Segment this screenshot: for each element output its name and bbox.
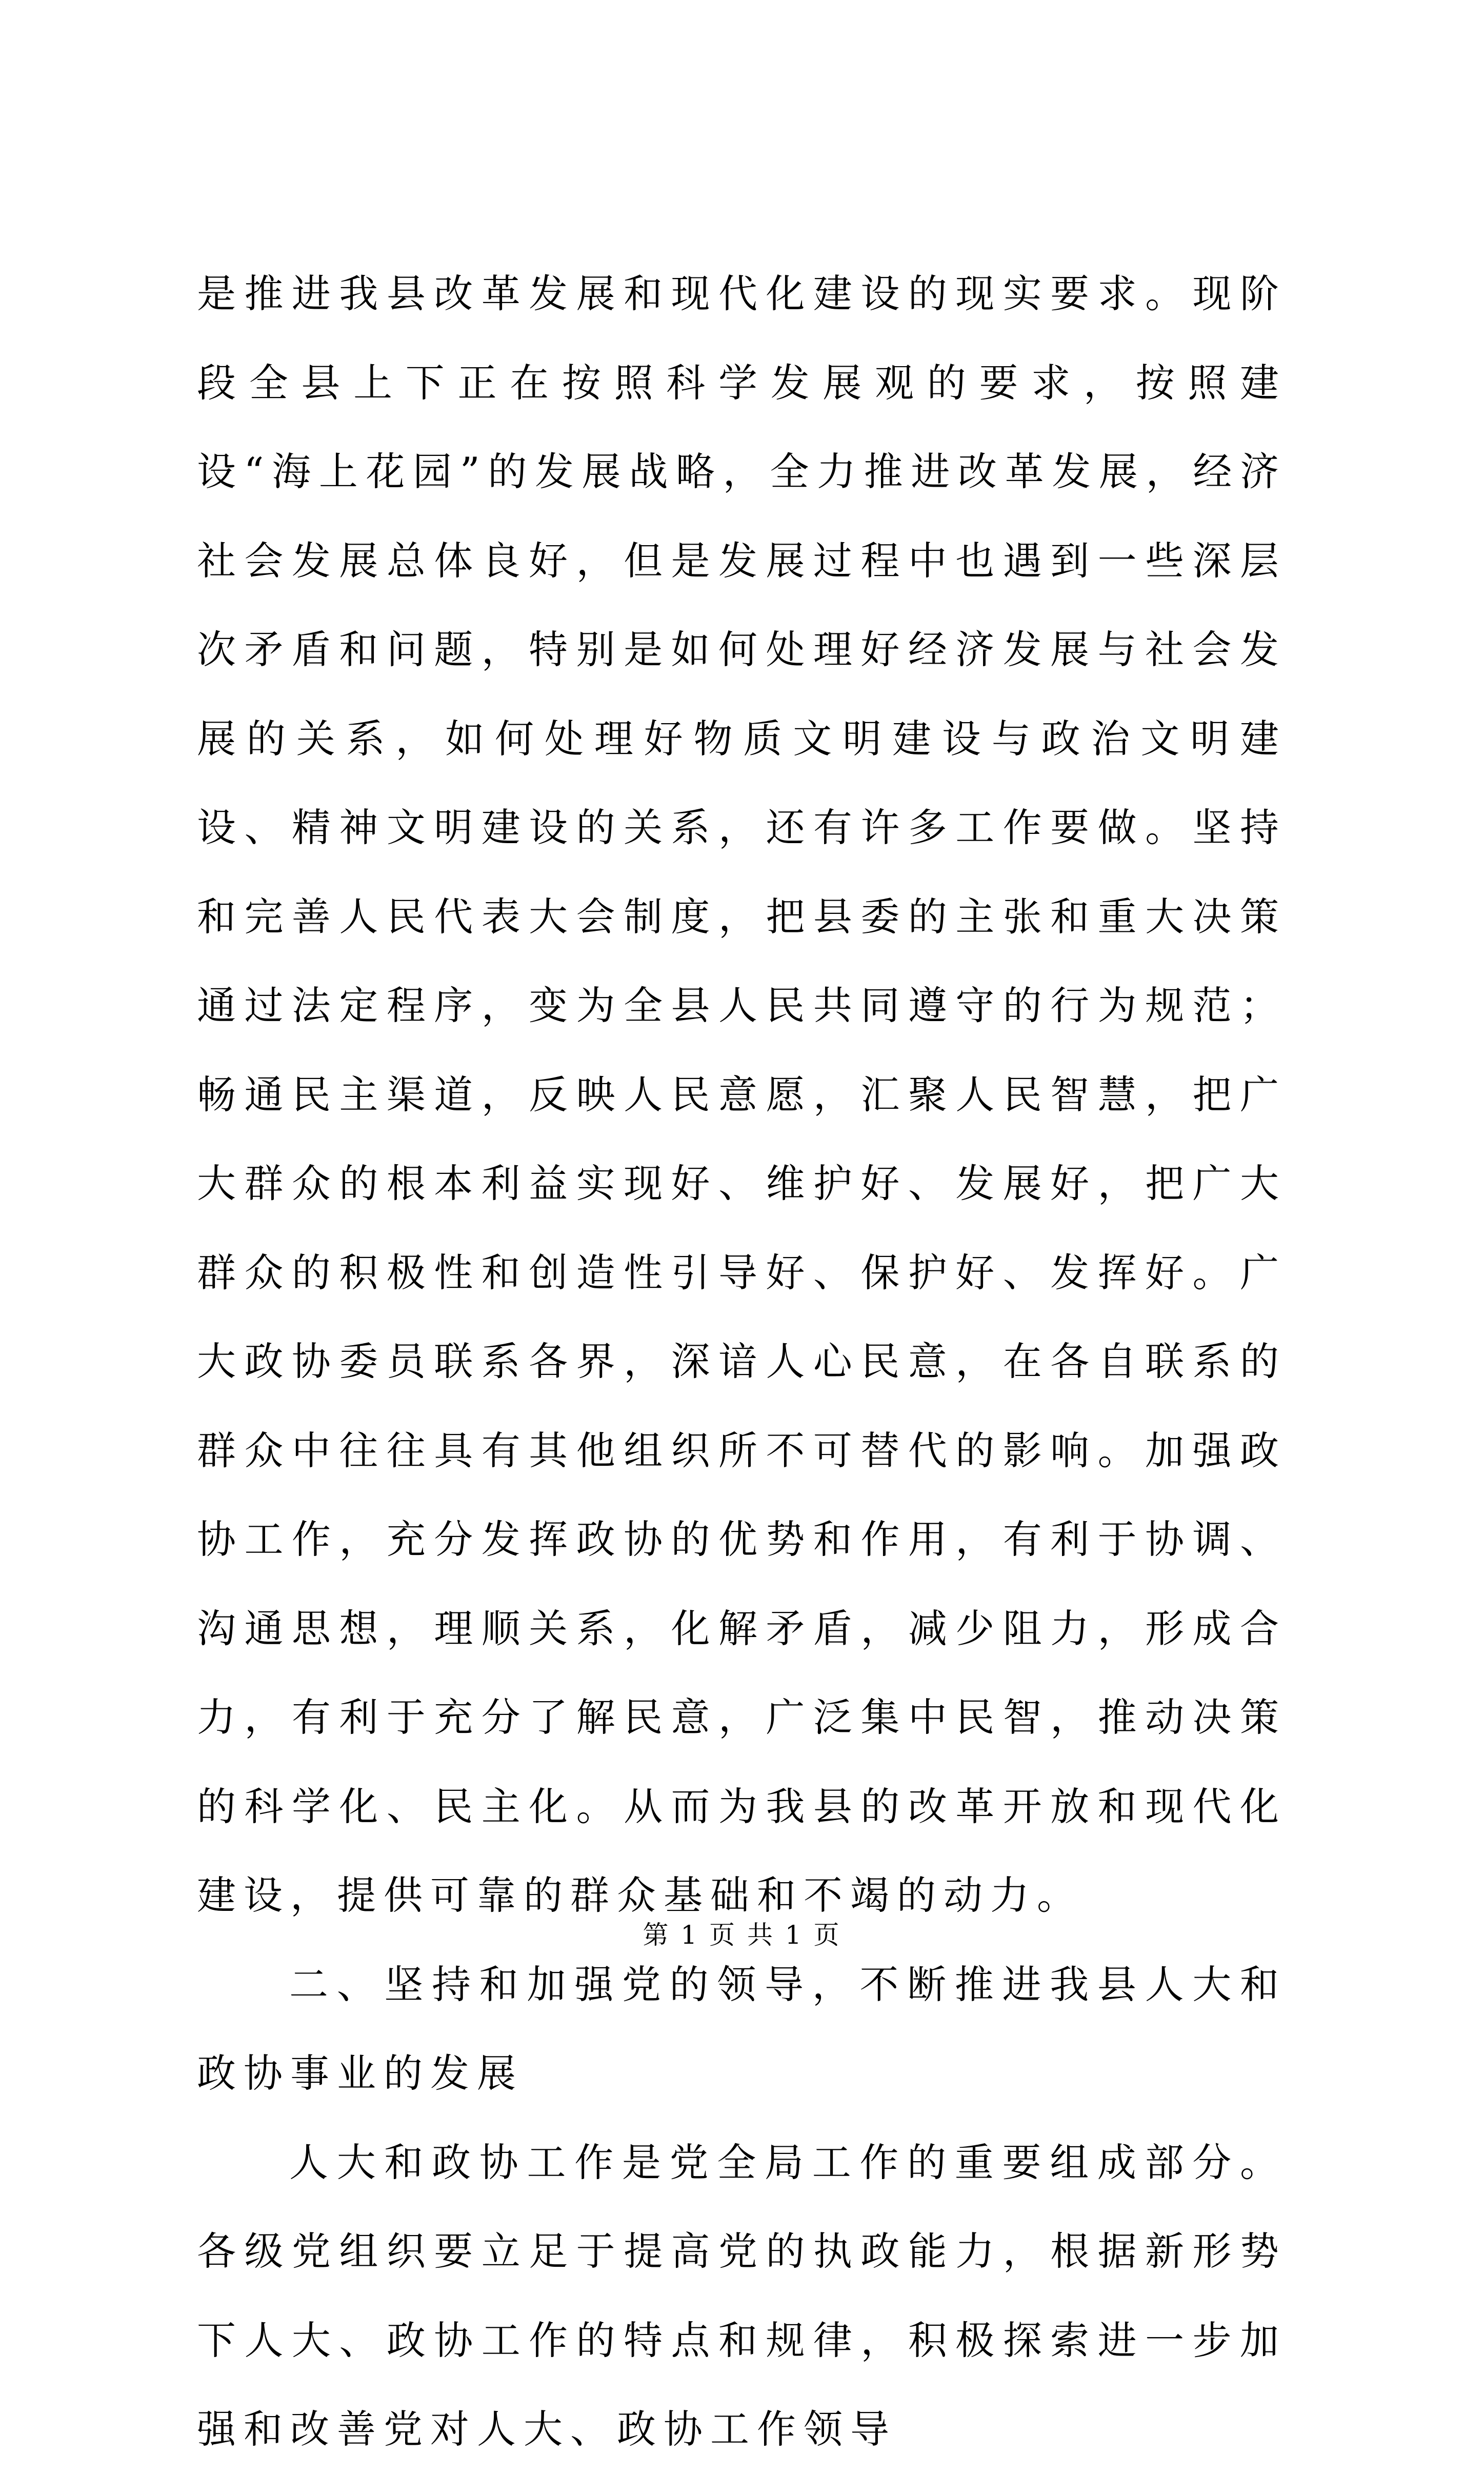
section-heading-2: 二、坚持和加强党的领导，不断推进我县人大和政协事业的发展 <box>197 1961 1287 2096</box>
paragraph-3: 人大和政协工作是党全局工作的重要组成部分。各级党组织要立足于提高党的执政能力，根据新形势下人大、政协工作的特点和规律，积极探索进一步加强和改善党对人大、政协工作领导 <box>197 2139 1287 2452</box>
document-body <box>197 249 1287 2474</box>
page-number: 第 1 页 共 1 页 <box>643 1920 841 1950</box>
page-footer <box>0 1917 1484 1953</box>
paragraph-1: 是推进我县改革发展和现代化建设的现实要求。现阶段全县上下正在按照科学发展观的要求，按照建设“海上花园”的发展战略，全力推进改革发展，经济社会发展总体良好，但是发展过程中也遇到一些深层次矛盾和问题，特别是如何处理好经济发展与社会发展的关系，如何处理好物质文明建设与政治文明建设、精神文明建设的关系，还有许多工作要做。坚持和完善人民代表大会制度，把县委的主张和重大决策通过法定程序，变为全县人民共同遵守的行为规范；畅通民主渠道，反映人民意愿，汇聚人民智慧，把广大群众的根本利益实现好、维护好、发展好，把广大群众的积极性和创造性引导好、保护好、发挥好。广大政协委员联系各界，深谙人心民意，在各自联系的群众中往往具有其他组织所不可替代的影响。加强政协工作，充分发挥政协的优势和作用，有利于协调、沟通思想，理顺关系，化解矛盾，减少阻力，形成合力，有利于充分了解民意，广泛集中民智，推动决策的科学化、民主化。从而为我县的改革开放和现代化建设，提供可靠的群众基础和不竭的动力。 <box>197 271 1287 1918</box>
